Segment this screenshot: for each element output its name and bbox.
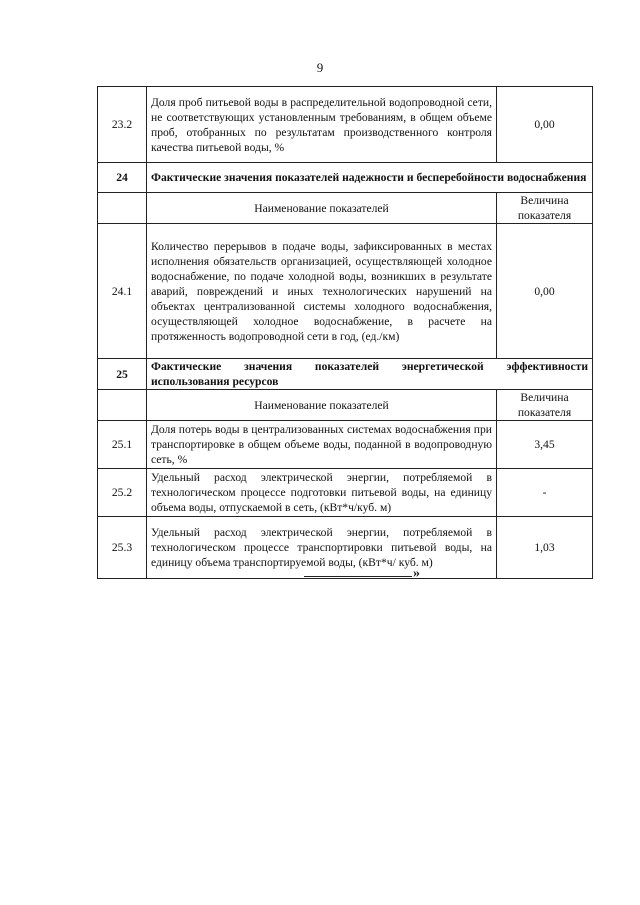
column-header-name: Наименование показателей bbox=[147, 193, 497, 224]
row-number: 23.2 bbox=[98, 87, 147, 163]
indicator-value: 0,00 bbox=[497, 87, 593, 163]
table-row bbox=[98, 421, 593, 469]
column-header-row bbox=[98, 390, 593, 421]
indicator-value: 0,00 bbox=[497, 224, 593, 359]
column-header-value: Величина показателя bbox=[497, 193, 593, 224]
section-number: 24 bbox=[98, 163, 147, 193]
empty-cell bbox=[98, 193, 147, 224]
indicator-text: Удельный расход электрической энергии, потребляемой в технологическом процессе подготовки питьевой воды, на единицу объема воды, отпускаемой в сеть, (кВт*ч/куб. м) bbox=[147, 469, 497, 517]
row-number: 24.1 bbox=[98, 224, 147, 359]
table-row bbox=[98, 517, 593, 579]
column-header-row bbox=[98, 193, 593, 224]
table-row bbox=[98, 469, 593, 517]
row-number: 25.1 bbox=[98, 421, 147, 469]
column-header-name: Наименование показателей bbox=[147, 390, 497, 421]
section-header-row bbox=[98, 163, 593, 193]
empty-cell bbox=[98, 390, 147, 421]
section-header-row bbox=[98, 359, 593, 390]
section-title: Фактические значения показателей энергетической эффективности использования ресурсов bbox=[147, 359, 593, 390]
table-row bbox=[98, 87, 593, 163]
table-row bbox=[98, 224, 593, 359]
section-number: 25 bbox=[98, 359, 147, 390]
indicator-text: Удельный расход электрической энергии, потребляемой в технологическом процессе транспортировки питьевой воды, на единицу объема транспортируемой воды, (кВт*ч/ куб. м) bbox=[147, 517, 497, 579]
row-number: 25.3 bbox=[98, 517, 147, 579]
row-number: 25.2 bbox=[98, 469, 147, 517]
indicator-text: Доля проб питьевой воды в распределительной водопроводной сети, не соответствующих установленным требованиям, в общем объеме проб, отобранных по результатам производственного контроля качества питьевой воды, % bbox=[147, 87, 497, 163]
indicator-value: - bbox=[497, 469, 593, 517]
indicator-value: 1,03 bbox=[497, 517, 593, 579]
page-number: 9 bbox=[316, 60, 324, 75]
closing-line bbox=[304, 576, 412, 577]
indicator-text: Количество перерывов в подаче воды, зафиксированных в местах исполнения обязательств организацией, осуществляющей холодное водоснабжение, по подаче холодной воды, возникших в результате аварий, повреждений и иных технологических нарушений на объектах централизованной системы холодного водоснабжения, осуществляющей холодное водоснабжение, в расчете на протяженность водопроводной сети в год, (ед./км) bbox=[147, 224, 497, 359]
closing-quote-mark: » bbox=[413, 566, 420, 581]
indicators-table bbox=[97, 86, 593, 579]
column-header-value: Величина показателя bbox=[497, 390, 593, 421]
indicator-value: 3,45 bbox=[497, 421, 593, 469]
section-title: Фактические значения показателей надежности и бесперебойности водоснабжения bbox=[147, 163, 593, 193]
indicator-text: Доля потерь воды в централизованных системах водоснабжения при транспортировке в общем объеме воды, поданной в водопроводную сеть, % bbox=[147, 421, 497, 469]
